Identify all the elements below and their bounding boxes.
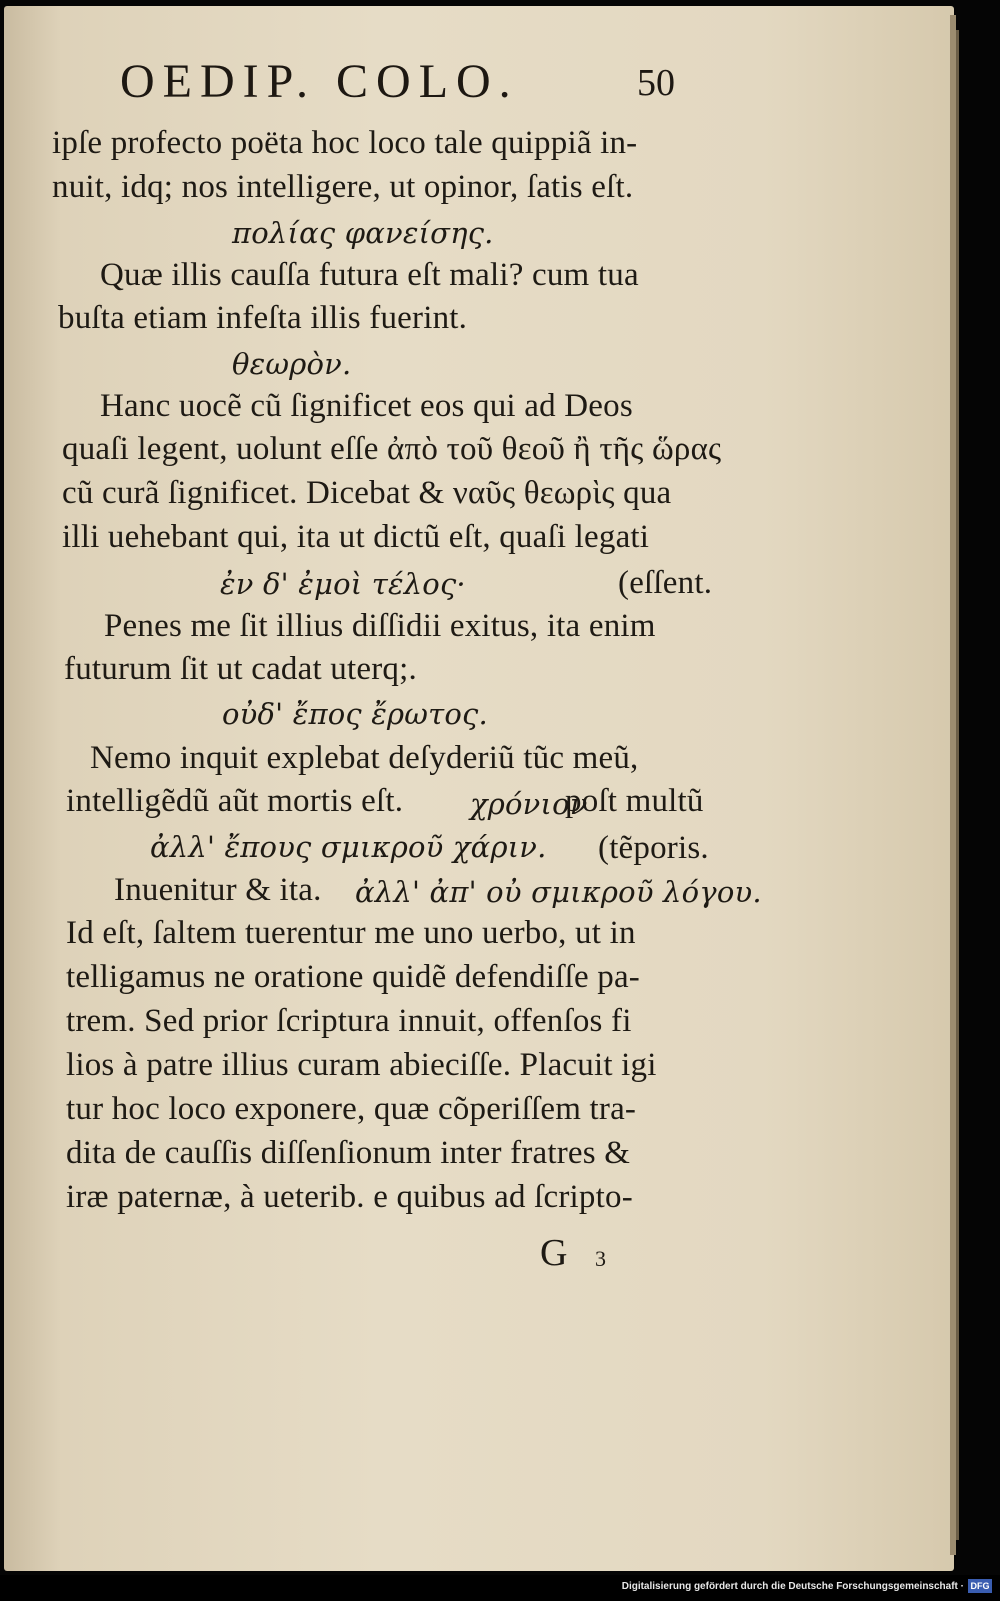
greek-lemma: ἐν δ' ἐμοὶ τέλος· bbox=[220, 567, 466, 601]
text-line: Quæ illis cauſſa futura eſt mali? cum tua bbox=[100, 257, 639, 293]
signature-number: 3 bbox=[595, 1246, 606, 1271]
text-line: cũ curã ſignificet. Dicebat & ναῦς θεωρὶς qua bbox=[62, 475, 672, 511]
text-line: Inuenitur & ita. bbox=[114, 872, 322, 908]
text-line: ipſe profecto poëta hoc loco tale quippiã in- bbox=[52, 125, 638, 161]
text-line: poſt multũ bbox=[565, 783, 704, 819]
greek-lemma: ἀλλ' ἔπους σμικροῦ χάριν. bbox=[150, 830, 547, 864]
text-line: illi uehebant qui, ita ut dictũ eſt, quaſi legati bbox=[62, 519, 650, 555]
text-line: Penes me ſit illius diſſidii exitus, ita enim bbox=[104, 608, 656, 644]
text-line: (eſſent. bbox=[618, 565, 713, 601]
greek-lemma: θεωρὸν. bbox=[232, 347, 352, 381]
text-line: dita de cauſſis diſſenſionum inter fratres & bbox=[66, 1135, 631, 1171]
text-line: quaſi legent, uolunt eſſe ἀπὸ τοῦ θεοῦ ἢ τῆς ὥρας bbox=[62, 431, 722, 467]
page-number: 50 bbox=[637, 62, 675, 104]
text-line: Id eſt, ſaltem tuerentur me uno uerbo, ut in bbox=[66, 915, 636, 951]
text-line: intelligẽdũ aũt mortis eſt. bbox=[66, 783, 404, 819]
text-line: Nemo inquit explebat deſyderiũ tũc meũ, bbox=[90, 740, 639, 776]
running-head: OEDIP. COLO. bbox=[120, 55, 519, 108]
digitization-credit: Digitalisierung gefördert durch die Deutsche Forschungsgemeinschaft · bbox=[621, 1581, 964, 1592]
text-line: futurum ſit ut cadat uterq;. bbox=[64, 651, 417, 687]
text-line: iræ paternæ, à ueterib. e quibus ad ſcripto- bbox=[66, 1179, 633, 1215]
page-edge-shadow bbox=[956, 30, 959, 1540]
greek-word: χρόνιον bbox=[470, 787, 588, 821]
text-line: trem. Sed prior ſcriptura innuit, offenſos fi bbox=[66, 1003, 632, 1039]
dfg-logo: DFG bbox=[968, 1579, 992, 1593]
text-line: (tẽporis. bbox=[598, 830, 709, 866]
text-line: telligamus ne oratione quidẽ defendiſſe pa- bbox=[66, 959, 640, 995]
signature-mark: G bbox=[540, 1232, 568, 1274]
greek-lemma: οὐδ' ἔπος ἔρωτος. bbox=[222, 697, 488, 731]
text-line: buſta etiam infeſta illis fuerint. bbox=[58, 300, 468, 336]
greek-lemma: ἀλλ' ἀπ' οὐ σμικροῦ λόγου. bbox=[355, 875, 762, 909]
text-line: nuit, idq; nos intelligere, ut opinor, ſatis eſt. bbox=[52, 169, 634, 205]
text-line: tur hoc loco exponere, quæ cõperiſſem tra- bbox=[66, 1091, 637, 1127]
greek-lemma: πολίας φανείσης. bbox=[232, 216, 494, 250]
text-line: lios à patre illius curam abieciſſe. Placuit igi bbox=[66, 1047, 657, 1083]
text-line: Hanc uocẽ cũ ſignificet eos qui ad Deos bbox=[100, 388, 633, 424]
